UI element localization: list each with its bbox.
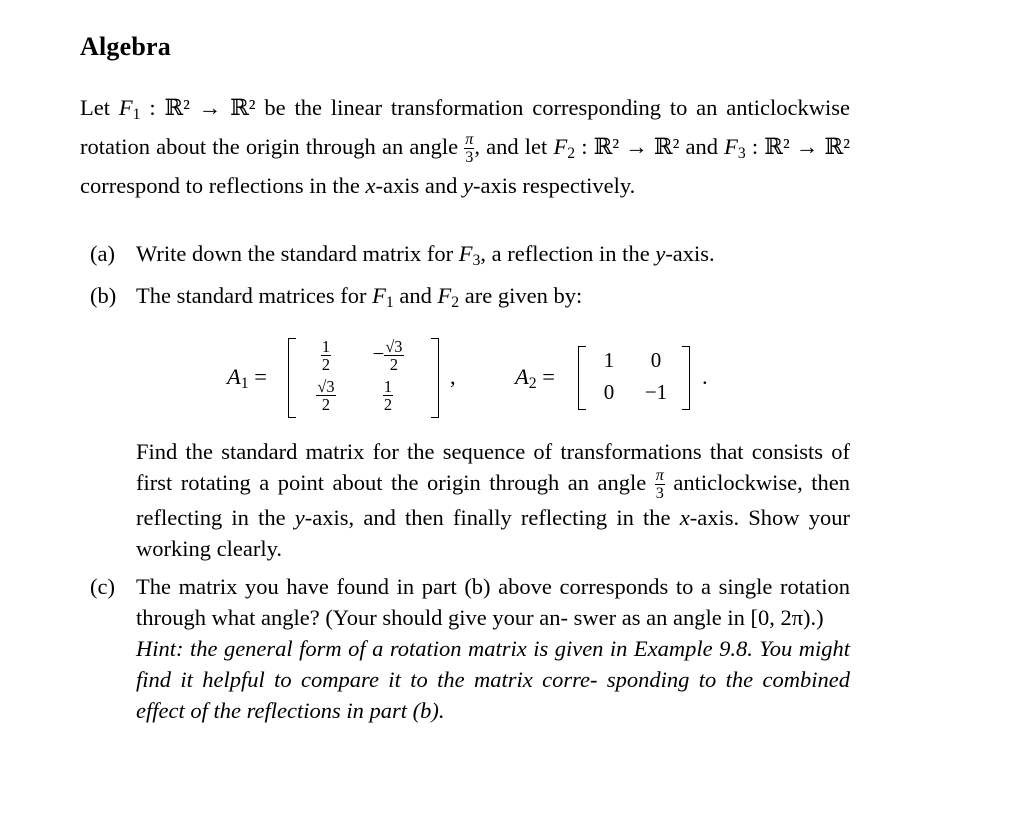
part-c-label: (c)	[90, 574, 115, 599]
a2-r1c1: 1	[603, 348, 615, 372]
part-c	[80, 571, 850, 771]
a1-r2c2: $\frac{1}{2}$	[383, 377, 393, 415]
a1-r1c1: $\frac{1}{2}$	[321, 337, 331, 375]
a2-r1c2: 0	[650, 348, 662, 372]
part-b-find-text: Find the standard matrix for the sequence of transformations that consists of first rotating a point about the origin through an angle $\frac{\pi}{3}$ anticlockwise, then reflecting in the y-axis, and then finally reflecting in the x-axis. Show your working clearly.	[136, 439, 850, 562]
part-a	[80, 238, 850, 270]
part-b-find	[80, 436, 850, 564]
matrix-display	[200, 336, 760, 426]
part-a-label: (a)	[90, 241, 115, 266]
matrix-a1-comma: ,	[450, 364, 456, 389]
matrix-a2-label: $A_2$ =	[515, 364, 555, 392]
angle-fraction: $\frac{\pi}{3}$	[465, 130, 474, 167]
part-a-text: Write down the standard matrix for $F_3$, a reflection in the y-axis.	[136, 241, 715, 269]
section-heading: Algebra	[80, 32, 171, 61]
matrix-a2-period: .	[702, 364, 708, 389]
matrix-a1	[288, 336, 448, 422]
a1-r1c2: − $\frac{√3}{2}$	[372, 337, 403, 375]
matrix-a1-label: $A_1$ =	[227, 364, 267, 392]
part-c-hint: Hint: the general form of a rotation matrix is given in Example 9.8. You might find it helpful to compare it to the matrix corre- sponding to the combined effect of the reflections in part (b).	[136, 636, 850, 723]
matrix-a2	[578, 336, 703, 422]
a2-r2c2: −1	[644, 380, 668, 404]
a2-r2c1: 0	[603, 380, 615, 404]
intro-paragraph: Let $F_1$ : ℝ² → ℝ² be the linear transformation corresponding to an anticlockwise rotation about the origin through an angle $\frac{\pi}{3}$ , and let $F_2$ : ℝ² → ℝ² and $F_3$ : ℝ² → ℝ² correspond to reflections in the x-axis and y-axis respectively.	[80, 95, 851, 198]
part-c-text: The matrix you have found in part (b) above corresponds to a single rotation through what angle? (Your should give your an- swer as an angle in [0, 2π).) Hint: the general form of a rotation matrix is given in Example 9.8. You might find it helpful to compare it to the matrix corre- sponding to the combined effect of the reflections in part (b).	[136, 574, 850, 723]
part-b	[80, 280, 850, 312]
a1-r2c1: $\frac{√3}{2}$	[317, 377, 335, 415]
part-b-text: The standard matrices for $F_1$ and $F_2$ are given by:	[136, 283, 583, 311]
part-b-label: (b)	[90, 283, 117, 308]
